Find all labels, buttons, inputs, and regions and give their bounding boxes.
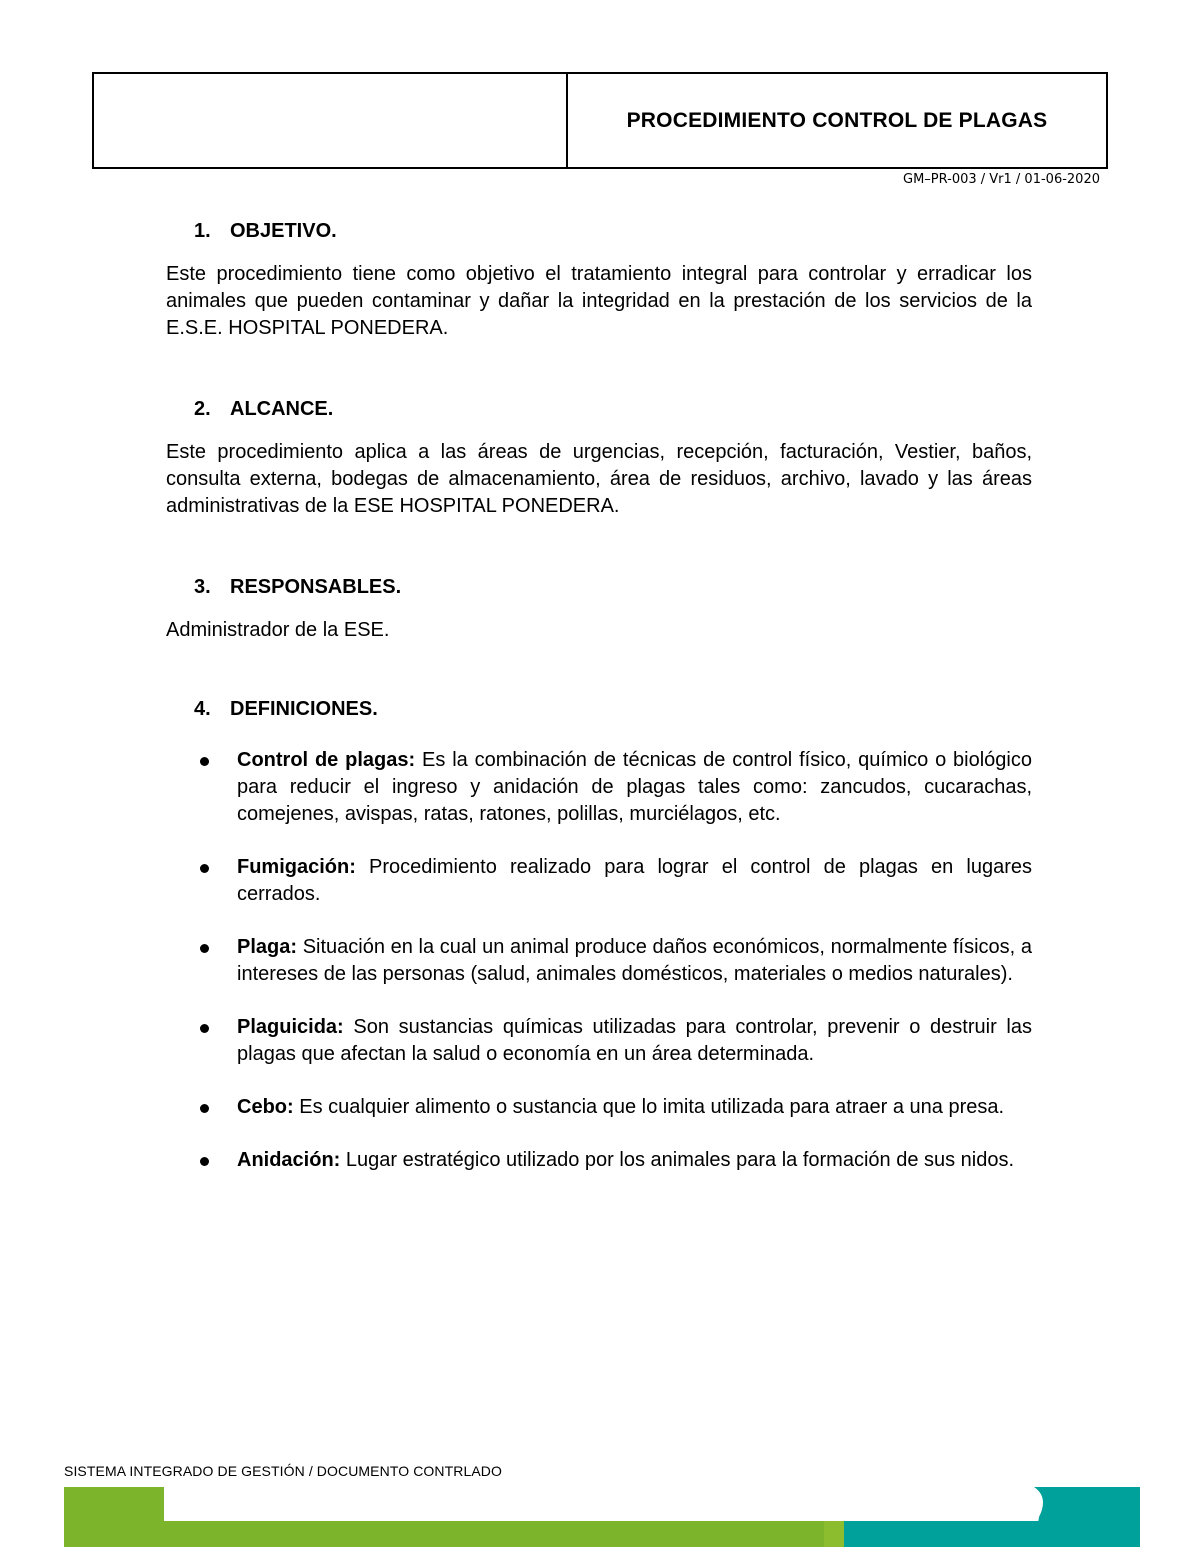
section-heading: RESPONSABLES.: [230, 576, 402, 598]
header-logo-cell: [94, 74, 568, 167]
section-objetivo-text: Este procedimiento tiene como objetivo el tratamiento integral para controlar y erradicar los animales que pueden contaminar y dañar la integridad en la prestación de los servicios de la E.S.E. HOSPITAL PONEDERA.: [166, 263, 1032, 339]
definition-text: Es cualquier alimento o sustancia que lo imita utilizada para atraer a una presa.: [293, 1096, 1005, 1118]
section-heading: OBJETIVO.: [230, 220, 337, 242]
footer-bar-green-dark-lower: [164, 1521, 824, 1547]
definition-term: Cebo:: [237, 1096, 294, 1118]
bullet-icon: [200, 1104, 209, 1113]
footer-text: SISTEMA INTEGRADO DE GESTIÓN / DOCUMENTO CONTRLADO: [64, 1463, 503, 1479]
section-alcance-title: [166, 398, 1032, 421]
definition-text: Es la combinación de técnicas de control físico, químico o biológico para reducir el ingreso y anidación de plagas tales como: zancudos, cucarachas, comejenes, avispas, ratas, ratones, polillas, murciélagos, etc.: [237, 749, 1032, 825]
footer-decoration: [64, 1487, 1140, 1547]
footer-bar-transition: [824, 1521, 844, 1547]
definition-text: Procedimiento realizado para lograr el control de plagas en lugares cerrados.: [237, 856, 1032, 905]
bullet-icon: [200, 1157, 209, 1166]
section-definiciones-title: [166, 698, 1032, 721]
section-heading: ALCANCE.: [230, 398, 334, 420]
section-responsables-text: Administrador de la ESE.: [166, 619, 390, 641]
definition-text: Son sustancias químicas utilizadas para controlar, prevenir o destruir las plagas que afectan la salud o economía en un área determinada.: [237, 1016, 1032, 1065]
bullet-icon: [200, 944, 209, 953]
footer-logo-teal-shape: [1034, 1487, 1140, 1547]
definition-term: Anidación:: [237, 1149, 341, 1171]
definition-text: Lugar estratégico utilizado por los animales para la formación de sus nidos.: [340, 1149, 1015, 1171]
definition-item: [166, 1147, 1032, 1174]
bullet-icon: [200, 864, 209, 873]
definition-item: [166, 1094, 1032, 1121]
definition-term: Control de plagas:: [237, 749, 416, 771]
definition-item: [166, 747, 1032, 828]
section-heading: DEFINICIONES.: [230, 698, 378, 720]
definition-term: Plaga:: [237, 936, 298, 958]
header-table: [92, 72, 1108, 169]
document-code: GM–PR-003 / Vr1 / 01-06-2020: [903, 172, 1100, 187]
definition-item: [166, 934, 1032, 988]
definition-text: Situación en la cual un animal produce daños económicos, normalmente físicos, a intereses de las personas (salud, animales domésticos, materiales o medios naturales).: [237, 936, 1032, 985]
definition-item: [166, 854, 1032, 908]
section-responsables-title: [166, 576, 1032, 599]
bullet-icon: [200, 1024, 209, 1033]
section-alcance-text: Este procedimiento aplica a las áreas de urgencias, recepción, facturación, Vestier, baños, consulta externa, bodegas de almacenamiento, área de residuos, archivo, lavado y las áreas administrativas de la ESE HOSPITAL PONEDERA.: [166, 441, 1032, 517]
footer-bar-green-dark: [64, 1487, 164, 1547]
section-number: 2.: [194, 398, 211, 420]
definition-term: Plaguicida:: [237, 1016, 344, 1038]
section-number: 3.: [194, 576, 211, 598]
definition-item: [166, 1014, 1032, 1068]
section-number: 1.: [194, 220, 211, 242]
document-title: PROCEDIMIENTO CONTROL DE PLAGAS: [626, 108, 1048, 132]
definitions-list: [166, 747, 1032, 1174]
section-number: 4.: [194, 698, 211, 720]
section-objetivo-title: [166, 220, 1032, 243]
document-body: [166, 220, 1032, 1200]
definition-term: Fumigación:: [237, 856, 356, 878]
bullet-icon: [200, 757, 209, 766]
